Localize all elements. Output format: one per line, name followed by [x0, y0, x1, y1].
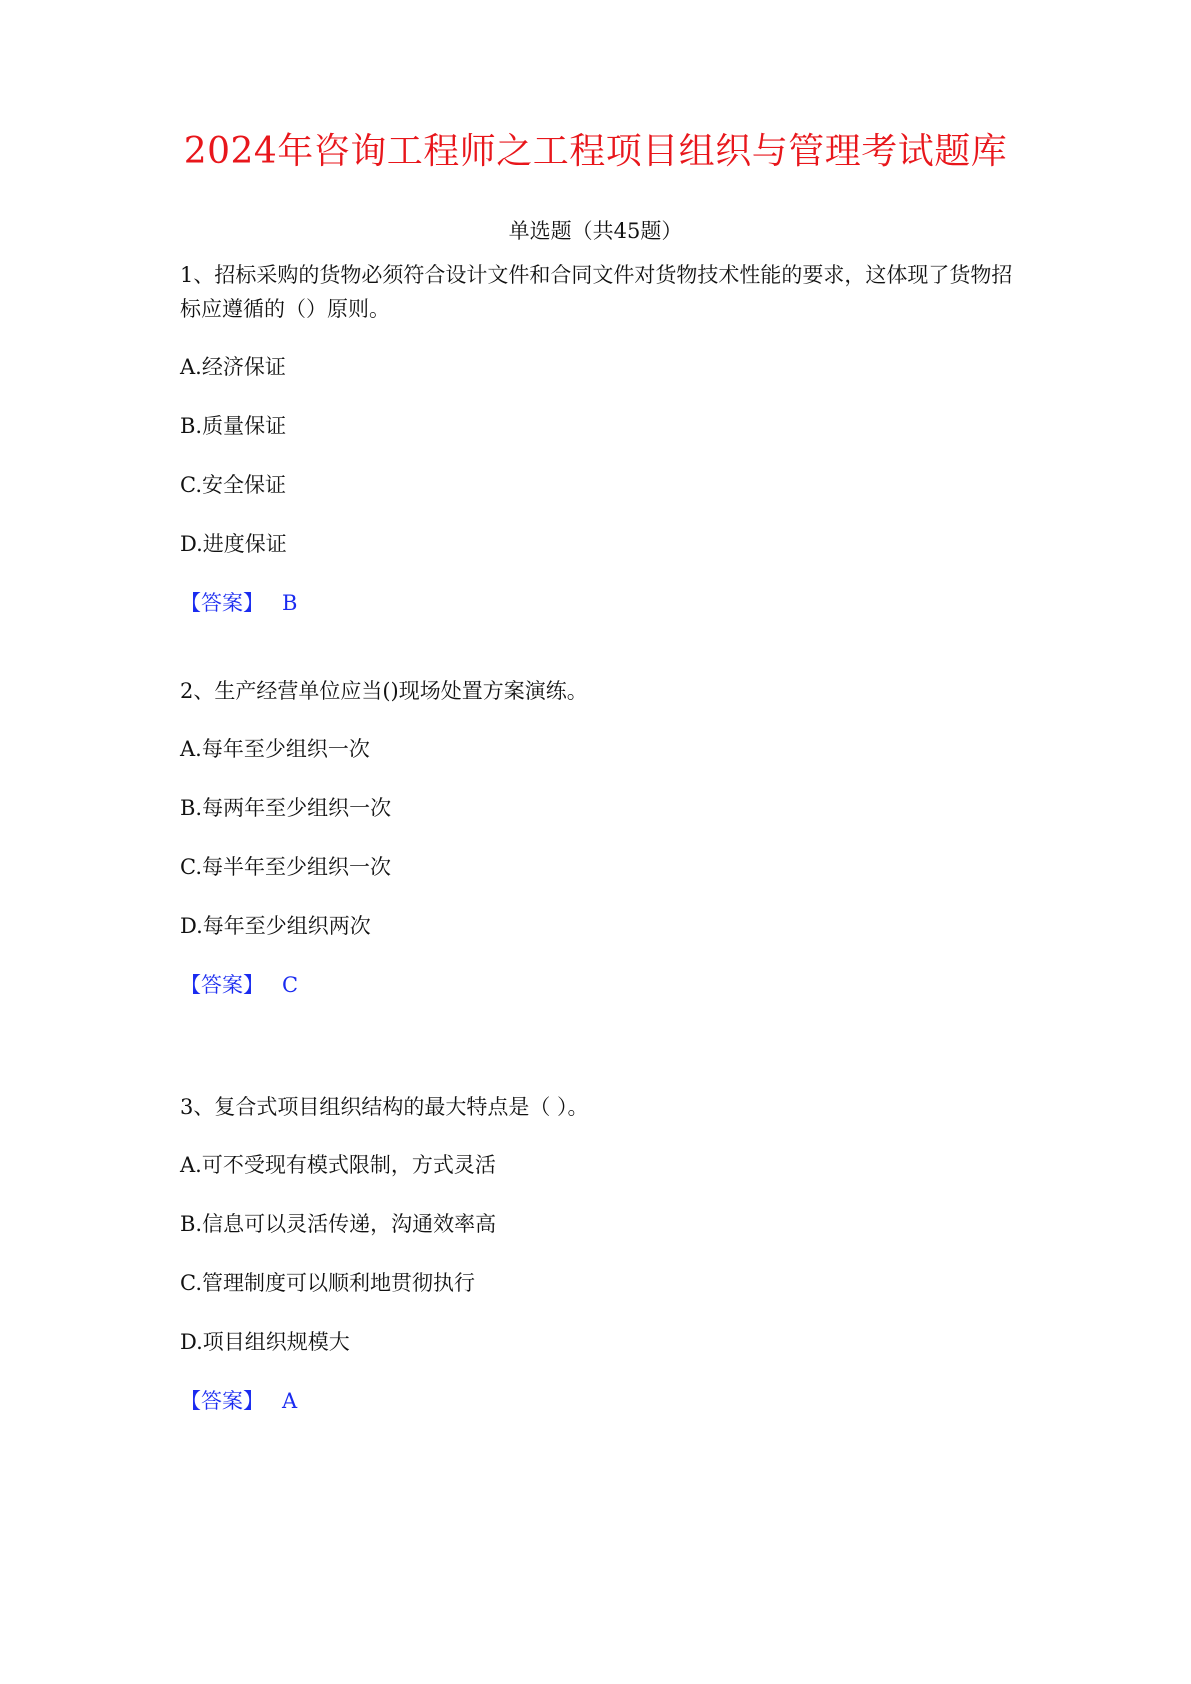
- answer-label: 【答案】: [180, 591, 264, 615]
- question-1: [180, 258, 1020, 618]
- option-d: D.项目组织规模大: [180, 1330, 350, 1354]
- answer-label: 【答案】: [180, 973, 264, 997]
- answer-line: [180, 1386, 1020, 1416]
- answer-value: C: [282, 973, 299, 997]
- option-b: B.质量保证: [180, 414, 287, 438]
- section-heading: 单选题（共45题）: [508, 219, 683, 243]
- answer-line: [180, 588, 1020, 618]
- question-stem: 1、招标采购的货物必须符合设计文件和合同文件对货物技术性能的要求，这体现了货物招标应遵循的（）原则。: [180, 263, 1013, 321]
- option-d: D.进度保证: [180, 532, 287, 556]
- option-c: C.每半年至少组织一次: [180, 855, 391, 879]
- question-3: [180, 1090, 1020, 1416]
- answer-label: 【答案】: [180, 1389, 264, 1413]
- option-a: A.可不受现有模式限制，方式灵活: [180, 1153, 496, 1177]
- answer-value: B: [282, 591, 298, 615]
- option-b: B.信息可以灵活传递，沟通效率高: [180, 1212, 497, 1236]
- option-c: C.管理制度可以顺利地贯彻执行: [180, 1271, 475, 1295]
- option-a: A.经济保证: [180, 355, 286, 379]
- option-b: B.每两年至少组织一次: [180, 796, 392, 820]
- question-stem: 3、复合式项目组织结构的最大特点是（ ）。: [180, 1095, 589, 1119]
- option-d: D.每年至少组织两次: [180, 914, 371, 938]
- answer-value: A: [282, 1389, 298, 1413]
- answer-line: [180, 970, 1020, 1000]
- option-a: A.每年至少组织一次: [180, 737, 370, 761]
- question-stem: 2、生产经营单位应当()现场处置方案演练。: [180, 679, 588, 703]
- question-2: [180, 674, 1020, 1000]
- option-c: C.安全保证: [180, 473, 286, 497]
- page-title: 2024年咨询工程师之工程项目组织与管理考试题库: [183, 131, 1008, 172]
